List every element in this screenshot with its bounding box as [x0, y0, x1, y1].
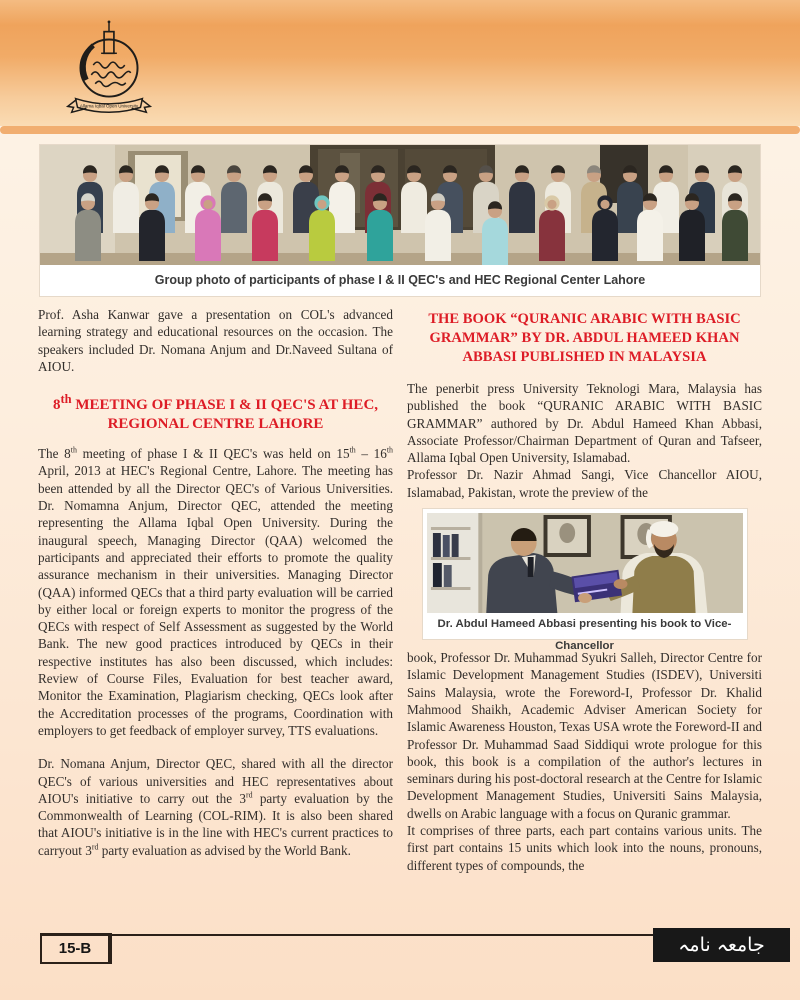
left-article-heading: 8th MEETING OF PHASE I & II QEC'S AT HEC, REGIONAL CENTRE LAHORE — [52, 392, 379, 433]
aiou-crest-logo-icon — [50, 18, 168, 122]
right-article-heading: THE BOOK “QURANIC ARABIC WITH BASIC GRAMMAR” BY DR. ABDUL HAMEED KHAN ABBASI PUBLISHED IN MALAYSIA — [428, 311, 741, 365]
page-number-badge: 15-B — [40, 933, 112, 964]
left-body-paragraph-2: Dr. Nomana Anjum, Director QEC, shared with all the director QEC's of various universities and HEC representatives about AIOU's initiative to carry out the 3rd party evaluation by the Commonwealth of Learning (COL-RIM). It is also been shared that AIOU's initiative is in the line with HEC's current practices to carryout 3rd party evaluation as advised by the World Bank. — [38, 756, 393, 858]
left-column — [38, 306, 393, 930]
page-header-banner — [0, 0, 800, 126]
right-body-paragraph-3: book, Professor Dr. Muhammad Syukri Salleh, Director Centre for Islamic Development Management Studies (ISDEV), Universiti Sains Malaysia, wrote the Foreword-I, Professor Dr. Khalid Mahmood Shaikh, Academic Adviser American Society for Islamic Awareness Houston, Texas USA wrote the Foreword-II and Professor Dr. Muhammad Saad Siddiqui wrote prologue for this book, this book is a compilation of the author's lectures in seminars during his post-doctoral research at the Centre for Islamic Development Management Studies, Universiti Sains Malaysia, dwells on Arabic language with a focus on Quranic grammar. — [407, 650, 762, 821]
header-divider-strip — [0, 126, 800, 134]
book-presentation-image — [427, 513, 743, 613]
logo-banner-text: Allama Iqbal Open University — [79, 103, 139, 109]
article-columns — [38, 306, 762, 930]
group-photo-caption: Group photo of participants of phase I & II QEC's and HEC Regional Center Lahore — [40, 265, 760, 296]
group-photo-image — [40, 145, 760, 265]
right-body-paragraph-2: Professor Dr. Nazir Ahmad Sangi, Vice Chancellor AIOU, Islamabad, Pakistan, wrote the preview of the — [407, 467, 762, 500]
left-body-paragraph-1: The 8th meeting of phase I & II QEC's was held on 15th – 16th April, 2013 at HEC's Regional Centre, Lahore. The meeting has been attended by all the Director QEC's of Various Universities. Dr. Nomamna Anjum, Director QEC, attended the meeting representing the Allama Iqbal Open University. During the inaugural speech, Managing Director (QAA) welcomed the participants and appreciated their efforts to promote the quality assurance mechanism in their universities. Managing Director (QAA) informed QECs that a third party evaluation will be carried by either local or foreign experts to monitor the progress of the QECs with respect of Self Assessment as suggested by the World Bank. The new good practices introduced by QECs in their respective institutes has also been discussed, which includes: Review of Course Files, Evaluation for best teacher award, Monitor the Examination, Plagiarism checking, QECs look after the Accreditation processes of the programs, Coordination with employers to get feedback of employer survey, TTS evaluations. — [38, 445, 393, 738]
right-body-paragraph-4: It comprises of three parts, each part contains various units. The first part contains 15 units which look into the nouns, pronouns, different types of compounds, the — [407, 823, 762, 873]
masthead-urdu-title: جامعہ نامہ — [653, 928, 790, 962]
book-photo-caption: Dr. Abdul Hameed Abbasi presenting his book to Vice-Chancellor — [427, 613, 743, 635]
book-presentation-figure — [423, 509, 747, 653]
right-body-paragraph-1: The penerbit press University Teknologi Mara, Malaysia has published the book “QURANIC ARABIC WITH BASIC GRAMMAR” authored by Dr. Abdul Hameed Khan Abbasi, Associate Professor/Chairman Department of Quran and Tafseer, Allama Iqbal Open University, Islamabad. — [407, 381, 762, 466]
right-column — [407, 306, 762, 930]
group-photo-figure — [40, 145, 760, 296]
left-intro-paragraph: Prof. Asha Kanwar gave a presentation on COL's advanced learning strategy and educational resources on the occasion. The speakers included Dr. Nomana Anjum and Dr.Naveed Sultana of AIOU. — [38, 307, 393, 374]
